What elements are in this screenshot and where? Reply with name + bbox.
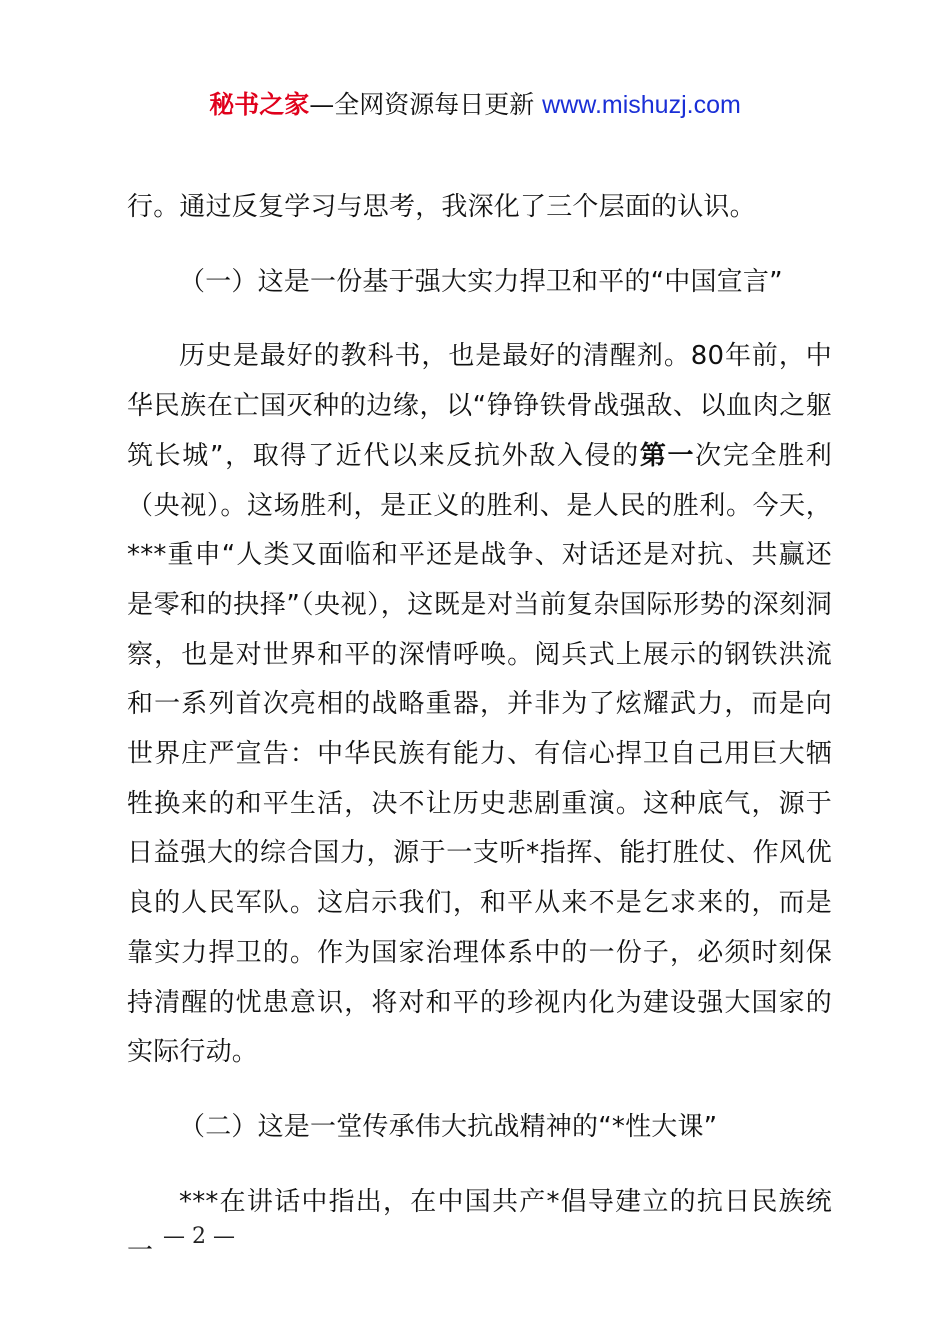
section-heading-2: （二）这是一堂传承伟大抗战精神的“*性大课” — [179, 1111, 718, 1142]
page-header — [0, 88, 950, 122]
paragraph-continuation: 行。通过反复学习与思考，我深化了三个层面的认识。 — [127, 192, 756, 222]
document-body — [127, 183, 832, 1277]
paragraph-history — [127, 332, 832, 1078]
section-heading-1: （一）这是一份基于强大实力捍卫和平的“中国宣言” — [179, 266, 783, 297]
brand-name: 秘书之家 — [209, 90, 310, 119]
paragraph-history-text-1: 历史是最好的教科书，也是最好的清醒剂。80年前，中华民族在亡国灭种的边缘，以“铮铮铁骨战强敌、以血肉之躯筑长城”，取得了近代以来反抗外敌入侵的 — [127, 341, 832, 471]
header-tagline: —全网资源每日更新 — [309, 90, 543, 119]
paragraph-history-emphasis: 第一 — [639, 440, 696, 471]
paragraph-history-text-2: 次完全胜利（央视）。这场胜利，是正义的胜利、是人民的胜利。今天，***重申“人类又面临和平还是战争、对话还是对抗、共赢还是零和的抉择”（央视），这既是对当前复杂国际形势的深刻洞察，也是对世界和平的深情呼唤。阅兵式上展示的钢铁洪流和一系列首次亮相的战略重器，并非为了炫耀武力，而是向世界庄严宣告：中华民族有能力、有信心捍卫自己用巨大牺牲换来的和平生活，决不让历史悲剧重演。这种底气，源于日益强大的综合国力，源于一支听*指挥、能打胜仗、作风优良的人民军队。这启示我们，和平从来不是乞求来的，而是靠实力捍卫的。作为国家治理体系中的一份子，必须时刻保持清醒的忧患意识，将对和平的珍视内化为建设强大国家的实际行动。 — [127, 440, 832, 1068]
page-number: — 2 — — [163, 1224, 235, 1249]
site-url-link[interactable]: www.mishuzj.com — [542, 91, 741, 119]
paragraph-speech: ***在讲话中指出，在中国共产*倡导建立的抗日民族统一 — [127, 1186, 832, 1267]
